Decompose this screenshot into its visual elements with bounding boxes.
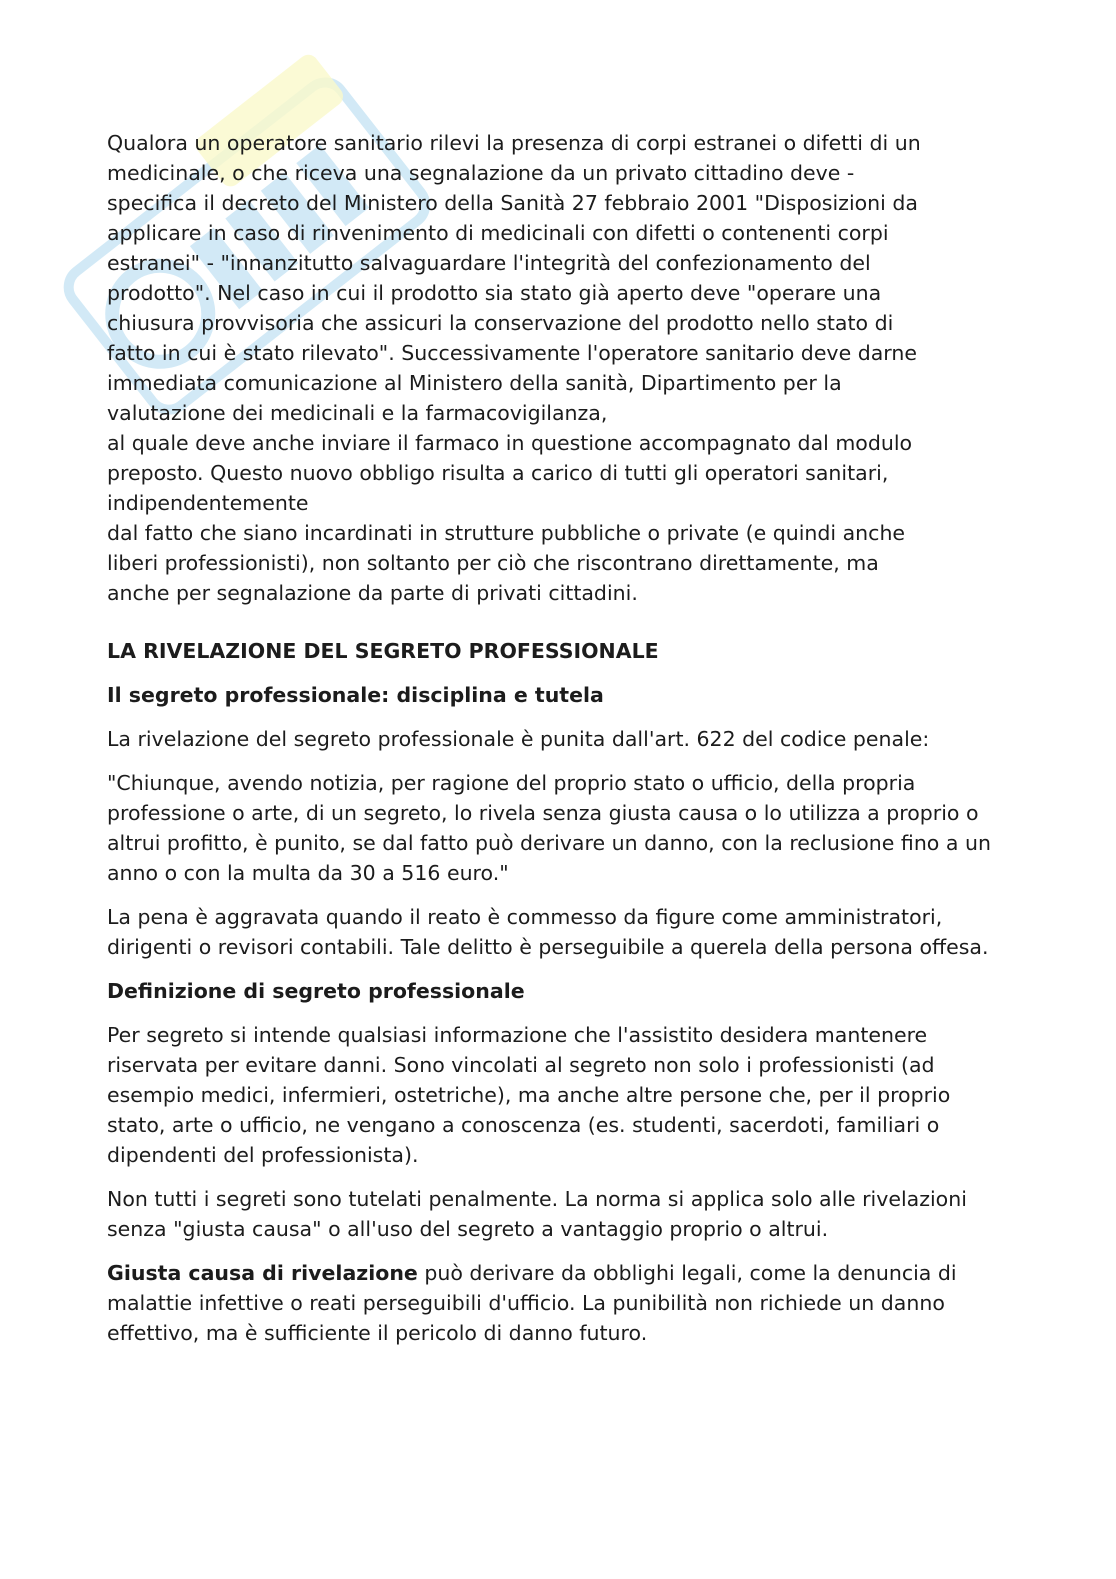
intro-line: preposto. Questo nuovo obbligo risulta a carico di tutti gli operatori sanitari, xyxy=(107,461,889,485)
intro-line: estranei" - "innanzitutto salvaguardare l'integrità del confezionamento del xyxy=(107,251,871,275)
intro-line: medicinale, o che riceva una segnalazione da un privato cittadino deve - xyxy=(107,161,855,185)
intro-paragraph xyxy=(107,128,1012,608)
paragraph-pena: La pena è aggravata quando il reato è commesso da figure come amministratori, dirigenti o revisori contabili. Tale delitto è perseguibile a querela della persona offesa. xyxy=(107,905,989,959)
intro-line: dal fatto che siano incardinati in strutture pubbliche o private (e quindi anche xyxy=(107,521,906,545)
intro-line: chiusura provvisoria che assicuri la conservazione del prodotto nello stato di xyxy=(107,311,894,335)
giusta-causa-term: Giusta causa di rivelazione xyxy=(107,1261,418,1285)
document-body xyxy=(107,128,1012,1348)
subheading-definizione: Definizione di segreto professionale xyxy=(107,979,525,1003)
subheading-disciplina: Il segreto professionale: disciplina e tutela xyxy=(107,683,604,707)
section-heading: LA RIVELAZIONE DEL SEGRETO PROFESSIONALE xyxy=(107,639,659,663)
paragraph-definizione: Per segreto si intende qualsiasi informazione che l'assistito desidera mantenere riservata per evitare danni. Sono vincolati al segreto non solo i professionisti (ad esempio medici, infermieri, ostetriche), ma anche altre persone che, per il proprio stato, arte o ufficio, ne vengano a conoscenza (es. studenti, sacerdoti, familiari o dipendenti del professionista). xyxy=(107,1023,951,1167)
intro-line: al quale deve anche inviare il farmaco in questione accompagnato dal modulo xyxy=(107,431,913,455)
intro-line: prodotto". Nel caso in cui il prodotto sia stato già aperto deve "operare una xyxy=(107,281,882,305)
intro-line: anche per segnalazione da parte di privati cittadini. xyxy=(107,581,638,605)
giusta-causa-text: può derivare da obblighi legali, come la denuncia di malattie infettive o reati perseguibili d'ufficio. La punibilità non richiede un danno effettivo, ma è sufficiente il pericolo di danno futuro. xyxy=(107,1261,957,1345)
paragraph-article: La rivelazione del segreto professionale è punita dall'art. 622 del codice penale: xyxy=(107,727,930,751)
paragraph-giusta-causa xyxy=(107,1258,1012,1348)
intro-line: liberi professionisti), non soltanto per ciò che riscontrano direttamente, ma xyxy=(107,551,879,575)
intro-line: applicare in caso di rinvenimento di medicinali con difetti o contenenti corpi xyxy=(107,221,889,245)
intro-line: Qualora un operatore sanitario rilevi la presenza di corpi estranei o difetti di un xyxy=(107,131,921,155)
intro-line: valutazione dei medicinali e la farmacovigilanza, xyxy=(107,401,608,425)
paragraph-quote: "Chiunque, avendo notizia, per ragione del proprio stato o ufficio, della propria professione o arte, di un segreto, lo rivela senza giusta causa o lo utilizza a proprio o altrui profitto, è punito, se dal fatto può derivare un danno, con la reclusione fino a un anno o con la multa da 30 a 516 euro." xyxy=(107,771,991,885)
paragraph-tutela: Non tutti i segreti sono tutelati penalmente. La norma si applica solo alle rivelazioni senza "giusta causa" o all'uso del segreto a vantaggio proprio o altrui. xyxy=(107,1187,967,1241)
intro-line: indipendentemente xyxy=(107,491,309,515)
intro-line: specifica il decreto del Ministero della Sanità 27 febbraio 2001 "Disposizioni da xyxy=(107,191,918,215)
intro-line: immediata comunicazione al Ministero della sanità, Dipartimento per la xyxy=(107,371,842,395)
intro-line: fatto in cui è stato rilevato". Successivamente l'operatore sanitario deve darne xyxy=(107,341,917,365)
